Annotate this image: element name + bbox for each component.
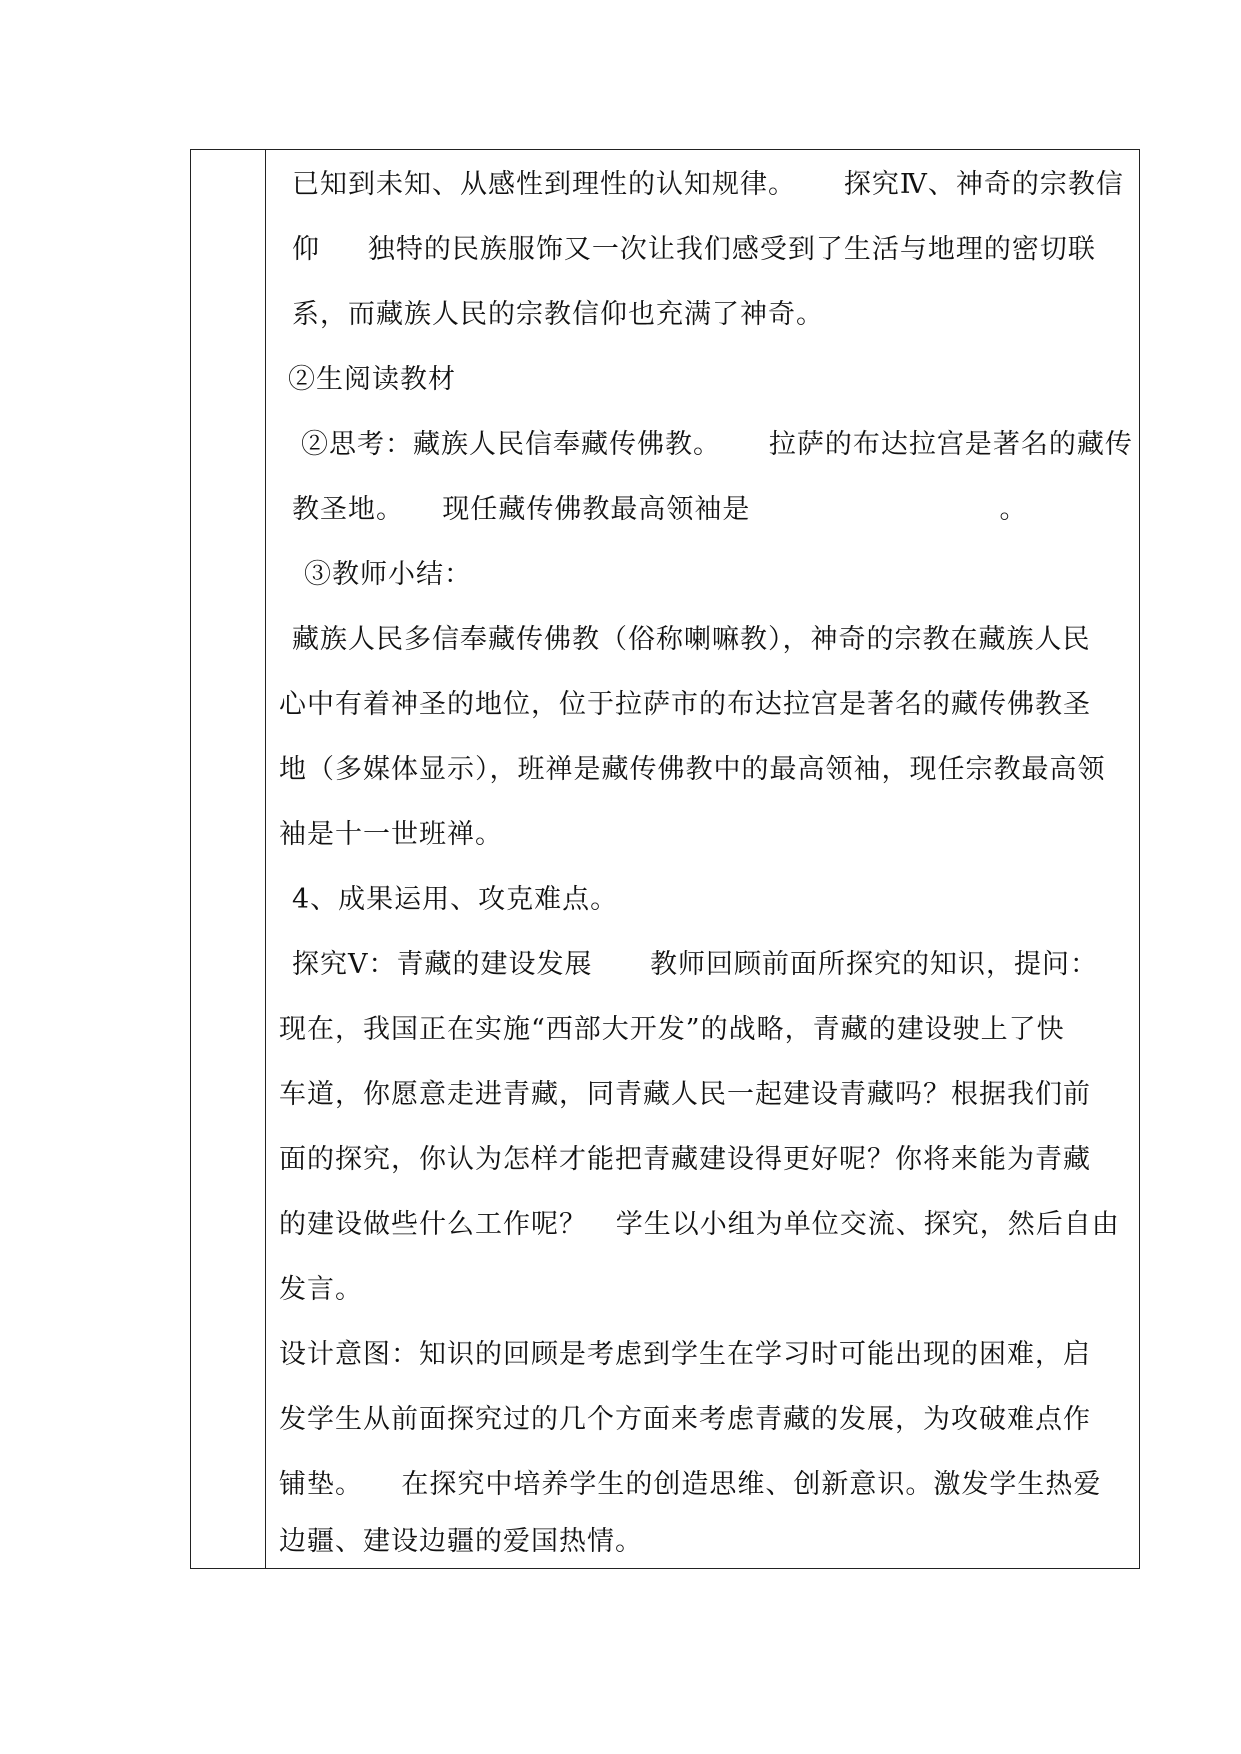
text-line-9: 心中有着神圣的地位，位于拉萨市的布达拉宫是著名的藏传佛教圣 [279, 689, 1091, 720]
text-line-16: 面的探究，你认为怎样才能把青藏建设得更好呢？你将来能为青藏 [279, 1144, 1091, 1175]
text-line-5: ②思考：藏族人民信奉藏传佛教。 拉萨的布达拉宫是著名的藏传 [301, 429, 1133, 460]
table-content-cell [266, 150, 1139, 1568]
text-line-10: 地（多媒体显示），班禅是藏传佛教中的最高领袖，现任宗教最高领 [279, 754, 1106, 785]
table-left-cell [191, 150, 266, 1568]
text-line-7: ③教师小结： [304, 559, 472, 590]
text-line-2: 仰 独特的民族服饰又一次让我们感受到了生活与地理的密切联 [292, 234, 1096, 265]
lesson-table [190, 149, 1140, 1569]
text-line-12: 4、成果运用、攻克难点。 [292, 884, 619, 915]
text-line-18: 发言。 [279, 1274, 363, 1305]
text-line-11: 袖是十一世班禅。 [279, 819, 503, 850]
text-line-20: 发学生从前面探究过的几个方面来考虑青藏的发展，为攻破难点作 [279, 1404, 1091, 1435]
text-line-3: 系，而藏族人民的宗教信仰也充满了神奇。 [292, 299, 824, 330]
text-line-22: 边疆、建设边疆的爱国热情。 [279, 1526, 643, 1557]
text-line-4: ②生阅读教材 [288, 364, 456, 395]
text-line-8: 藏族人民多信奉藏传佛教（俗称喇嘛教），神奇的宗教在藏族人民 [292, 624, 1091, 655]
text-line-19: 设计意图：知识的回顾是考虑到学生在学习时可能出现的困难，启 [279, 1339, 1091, 1370]
text-line-13: 探究Ⅴ：青藏的建设发展 教师回顾前面所探究的知识，提问： [292, 949, 1098, 980]
text-line-1: 已知到未知、从感性到理性的认知规律。 探究Ⅳ、神奇的宗教信 [292, 169, 1124, 200]
text-line-15: 车道，你愿意走进青藏，同青藏人民一起建设青藏吗？根据我们前 [279, 1079, 1091, 1110]
text-line-14: 现在，我国正在实施“西部大开发”的战略，青藏的建设驶上了快 [279, 1014, 1065, 1045]
text-line-17: 的建设做些什么工作呢？ 学生以小组为单位交流、探究，然后自由 [279, 1209, 1120, 1240]
text-line-6: 教圣地。 现任藏传佛教最高领袖是 。 [292, 494, 1028, 525]
text-line-21: 铺垫。 在探究中培养学生的创造思维、创新意识。激发学生热爱 [279, 1469, 1102, 1500]
